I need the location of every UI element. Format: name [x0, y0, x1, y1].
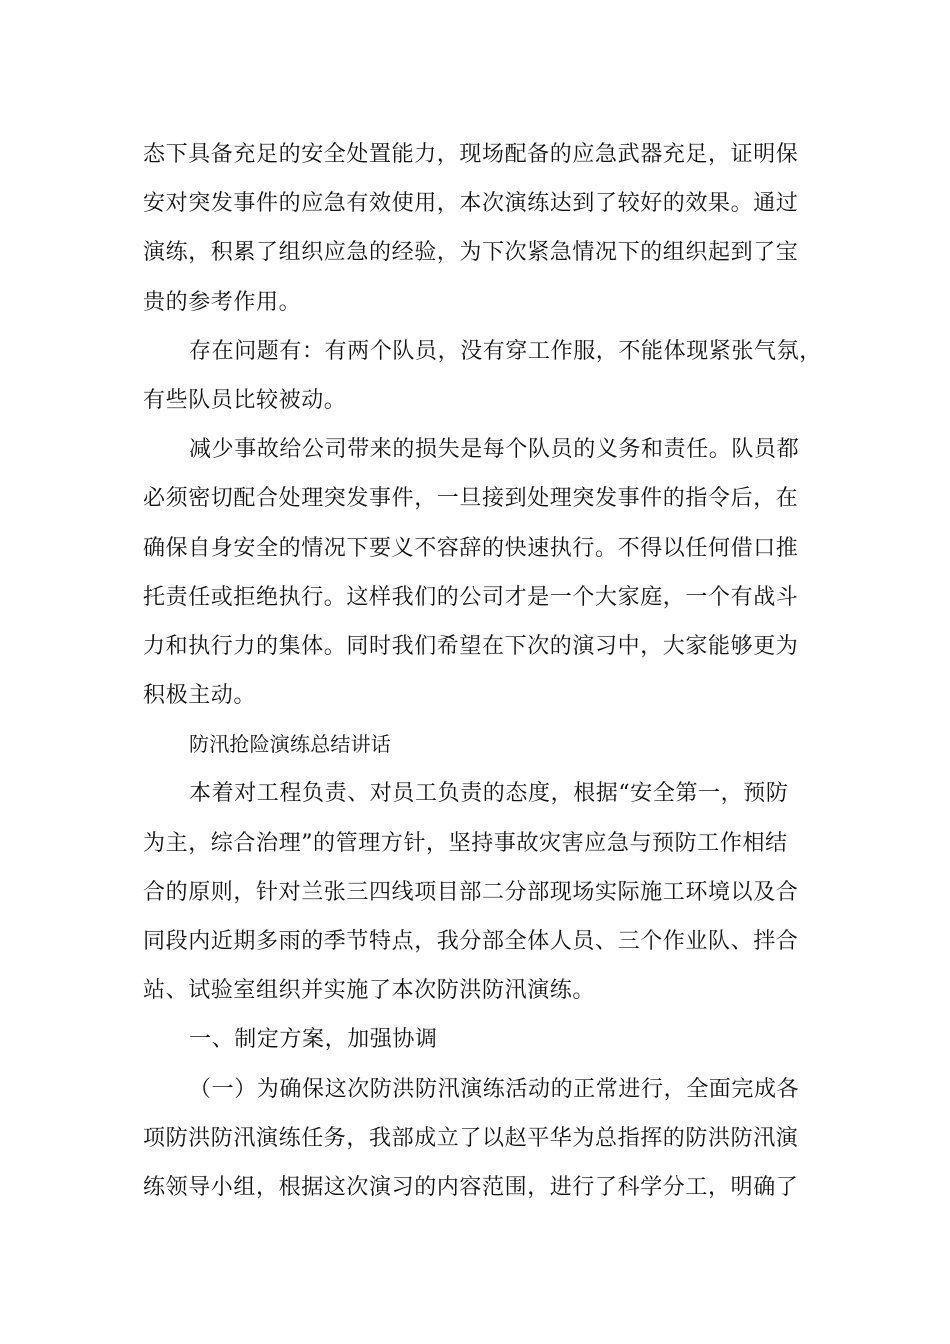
text-line: 合的原则，针对兰张三四线项目部二分部现场实际施工环境以及合: [143, 879, 799, 905]
text-line: 项防洪防汛演练任务，我部成立了以赵平华为总指挥的防洪防汛演: [143, 1125, 799, 1151]
text-line: 积极主动。: [143, 683, 257, 709]
text-line: 本着对工程负责、对员工负责的态度，根据“安全第一，预防: [189, 781, 789, 807]
text-line: 有些队员比较被动。: [143, 387, 347, 413]
subsection-heading: 一、制定方案，加强协调: [189, 1027, 438, 1053]
text-line: 存在问题有：有两个队员，没有穿工作服，不能体现紧张气氛，: [189, 338, 822, 364]
text-line: 贵的参考作用。: [143, 289, 302, 315]
section-title: 防汛抢险演练总结讲话: [189, 732, 391, 757]
text-line: 练领导小组，根据这次演习的内容范围，进行了科学分工，明确了: [143, 1174, 799, 1200]
text-line: 站、试验室组织并实施了本次防洪防汛演练。: [143, 978, 596, 1004]
text-line: 演练，积累了组织应急的经验，为下次紧急情况下的组织起到了宝: [143, 240, 799, 266]
text-line: 力和执行力的集体。同时我们希望在下次的演习中，大家能够更为: [143, 633, 799, 659]
text-line: 必须密切配合处理突发事件，一旦接到处理突发事件的指令后，在: [143, 486, 799, 512]
text-line: 安对突发事件的应急有效使用，本次演练达到了较好的效果。通过: [143, 191, 799, 217]
text-line: 确保自身安全的情况下要义不容辞的快速执行。不得以任何借口推: [143, 535, 799, 561]
text-line: 为主，综合治理”的管理方针，坚持事故灾害应急与预防工作相结: [143, 830, 788, 856]
document-body: [143, 130, 822, 1212]
text-line: 态下具备充足的安全处置能力，现场配备的应急武器充足，证明保: [143, 142, 799, 167]
text-line: （一）为确保这次防洪防汛演练活动的正常进行，全面完成各: [189, 1076, 800, 1102]
text-line: 托责任或拒绝执行。这样我们的公司才是一个大家庭，一个有战斗: [143, 584, 799, 610]
text-line: 减少事故给公司带来的损失是每个队员的义务和责任。队员都: [189, 437, 800, 463]
text-line: 同段内近期多雨的季节特点，我分部全体人员、三个作业队、拌合: [143, 929, 799, 954]
